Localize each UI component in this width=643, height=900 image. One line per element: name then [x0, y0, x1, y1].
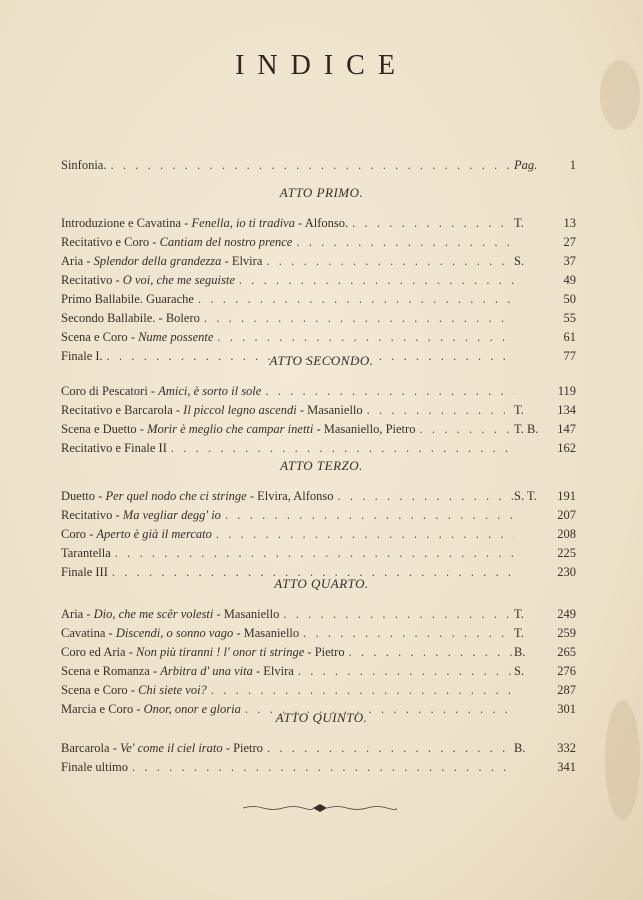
entry-performer: - Elvira, Alfonso [246, 489, 334, 503]
entry-title-italic: Nume possente [138, 330, 214, 344]
toc-entry [61, 525, 576, 543]
entry-title-italic: Cantiam del nostro prence [159, 235, 293, 249]
toc-entry [61, 420, 576, 438]
page-number: 119 [557, 384, 576, 398]
entry-title [61, 525, 212, 543]
page-number: 13 [563, 216, 576, 230]
entry-title-italic: Il piccol legno ascendi [183, 403, 297, 417]
entry-title-plain: Tarantella [61, 546, 111, 560]
page-number: 265 [557, 645, 576, 659]
page-number: 287 [557, 683, 576, 697]
entry-title [61, 681, 207, 699]
entry-title-italic: Splendor della grandezza [93, 254, 222, 268]
entry-performer: - Masaniello [296, 403, 363, 417]
entry-title-plain: Coro - [61, 527, 97, 541]
entry-title-italic: Ma vegliar degg' io [122, 508, 221, 522]
page-number: 207 [557, 508, 576, 522]
leader-dots [128, 758, 514, 776]
page-number: 162 [557, 441, 576, 455]
entry-performer: - Elvira [252, 664, 294, 678]
toc-entry [61, 290, 576, 308]
entry-title-plain: Coro ed Aria - [61, 645, 136, 659]
entry-title-plain: Recitativo - [61, 508, 123, 522]
voice-type: S. T. [514, 489, 537, 503]
leader-dots [263, 739, 514, 757]
entry-title [61, 214, 348, 232]
entry-title-italic: Onor, onor e gloria [143, 702, 241, 716]
entry-title [61, 401, 363, 419]
entry-title: Sinfonia. [61, 158, 107, 172]
entry-performer: - Pietro [222, 741, 263, 755]
entry-title-plain: Finale ultimo [61, 760, 129, 774]
voice-type: T. [514, 216, 524, 230]
entry-title [61, 420, 415, 438]
entry-title [61, 309, 200, 327]
entry-title-italic: O voi, che me seguiste [122, 273, 235, 287]
leader-dots [262, 252, 514, 270]
toc-entry [61, 662, 576, 680]
leader-dots [334, 487, 514, 505]
toc-entry-sinfonia [61, 156, 576, 174]
page-number: 332 [557, 741, 576, 755]
leader-dots [235, 271, 514, 289]
section-heading: ATTO QUARTO. [274, 576, 369, 591]
entry-title-italic: Morir è meglio che campar inetti [147, 422, 314, 436]
entry-title-italic: Non più tiranni ! l' onor ti stringe [135, 645, 305, 659]
entry-title-plain: Aria - [61, 254, 94, 268]
page-number: 225 [557, 546, 576, 560]
toc-entry [61, 624, 576, 642]
entry-title-italic: Dio, che me scêr volesti [93, 607, 214, 621]
voice-type: T. B. [514, 422, 539, 436]
toc-entry [61, 506, 576, 524]
entry-title [61, 758, 128, 776]
leader-dots [261, 382, 514, 400]
toc-entry [61, 271, 576, 289]
leader-dots [200, 309, 514, 327]
entry-title-plain: Recitativo - [61, 273, 123, 287]
leader-dots [348, 214, 514, 232]
page-number: 49 [563, 273, 576, 287]
entry-title [61, 739, 263, 757]
leader-dots [363, 401, 514, 419]
entry-title-italic: Per quel nodo che ci stringe [105, 489, 247, 503]
entry-performer: - Masaniello [213, 607, 280, 621]
toc-entry [61, 233, 576, 251]
toc-entry [61, 739, 576, 757]
toc-entry [61, 328, 576, 346]
voice-type: B. [514, 645, 526, 659]
voice-type: T. [514, 403, 524, 417]
entry-title-italic: Aperto è già il mercato [96, 527, 212, 541]
entry-title-plain: Recitativo e Coro - [61, 235, 160, 249]
section-heading: ATTO SECONDO. [269, 353, 374, 368]
leader-dots [207, 681, 514, 699]
page-number: 134 [557, 403, 576, 417]
page-number: 1 [569, 158, 576, 172]
entry-title [61, 252, 262, 270]
leader-dots [299, 624, 514, 642]
entry-title [61, 544, 111, 562]
entry-title [61, 506, 221, 524]
page-number: 341 [557, 760, 576, 774]
page-number: 259 [557, 626, 576, 640]
page-number: 208 [557, 527, 576, 541]
entry-title-plain: Finale I. [61, 349, 103, 363]
entry-title [61, 290, 194, 308]
entry-title-italic: Arbitra d' una vita [160, 664, 253, 678]
entry-title [61, 643, 345, 661]
entry-title-italic: Chi siete voi? [138, 683, 207, 697]
entry-title-plain: Introduzione e Cavatina - [61, 216, 192, 230]
leader-dots [292, 233, 514, 251]
entry-performer: - Pietro [304, 645, 345, 659]
leader-dots [294, 662, 514, 680]
entry-title [61, 605, 279, 623]
section-heading: ATTO PRIMO. [279, 185, 364, 200]
leader-dots [221, 506, 514, 524]
entry-title-plain: Recitativo e Finale II [61, 441, 167, 455]
entry-title-plain: Duetto - [61, 489, 106, 503]
ornament-divider-icon [243, 803, 397, 813]
entry-title [61, 624, 299, 642]
entry-title-plain: Secondo Ballabile. - Bolero [61, 311, 200, 325]
entry-title [61, 487, 334, 505]
page-number: 61 [563, 330, 576, 344]
page-number: 276 [557, 664, 576, 678]
toc-entry [61, 382, 576, 400]
page-number: 37 [563, 254, 576, 268]
entry-performer: - Masaniello, Pietro [313, 422, 416, 436]
entry-title-plain: Cavatina - [61, 626, 116, 640]
leader-dots [345, 643, 514, 661]
entry-title-plain: Recitativo e Barcarola - [61, 403, 184, 417]
leader-dots [167, 439, 514, 457]
entry-title-plain: Scena e Coro - [61, 330, 139, 344]
entry-title-plain: Scena e Coro - [61, 683, 139, 697]
entry-title-italic: Amici, è sorto il sole [158, 384, 262, 398]
voice-type: B. [514, 741, 526, 755]
page-number: 249 [557, 607, 576, 621]
section-heading: ATTO TERZO. [280, 458, 363, 473]
page-title: INDICE [235, 50, 408, 81]
leader-dots [111, 544, 514, 562]
toc-entry [61, 681, 576, 699]
page-number: 230 [557, 565, 576, 579]
entry-title-italic: Fenella, io ti tradiva [191, 216, 295, 230]
entry-title-plain: Finale III [61, 565, 108, 579]
entry-title-plain: Coro di Pescatori - [61, 384, 159, 398]
page-number: 147 [557, 422, 576, 436]
toc-entry [61, 439, 576, 457]
leader-dots [279, 605, 514, 623]
voice-type: T. [514, 626, 524, 640]
entry-title-plain: Barcarola - [61, 741, 120, 755]
entry-title-plain: Marcia e Coro - [61, 702, 144, 716]
leader-dots [106, 156, 514, 174]
toc-entry [61, 309, 576, 327]
toc-entry [61, 643, 576, 661]
toc-entry [61, 401, 576, 419]
page-number: 191 [557, 489, 576, 503]
toc-entry [61, 214, 576, 232]
toc-entry [61, 544, 576, 562]
page-number: 50 [563, 292, 576, 306]
toc-entry [61, 487, 576, 505]
entry-title-plain: Aria - [61, 607, 94, 621]
toc-entry [61, 758, 576, 776]
leader-dots [212, 525, 514, 543]
page-number: 301 [557, 702, 576, 716]
entry-title-plain: Primo Ballabile. Guarache [61, 292, 194, 306]
entry-title [61, 382, 261, 400]
entry-title [61, 328, 213, 346]
entry-title [61, 439, 167, 457]
entry-performer: - Masaniello [233, 626, 300, 640]
leader-dots [194, 290, 514, 308]
entry-title [61, 662, 294, 680]
entry-title [61, 233, 292, 251]
entry-title-plain: Scena e Romanza - [61, 664, 161, 678]
entry-title [61, 271, 235, 289]
leader-dots [213, 328, 514, 346]
voice-type: T. [514, 607, 524, 621]
voice-type: S. [514, 254, 525, 268]
page-number: 77 [563, 349, 576, 363]
toc-entry [61, 252, 576, 270]
entry-performer: - Alfonso. [294, 216, 349, 230]
entry-title-italic: Discendi, o sonno vago [115, 626, 234, 640]
page-label: Pag. [514, 158, 538, 172]
page-number: 55 [563, 311, 576, 325]
toc-entry [61, 605, 576, 623]
page-number: 27 [563, 235, 576, 249]
entry-performer: - Elvira [221, 254, 263, 268]
leader-dots [415, 420, 514, 438]
entry-title-italic: Ve' come il ciel irato [120, 741, 223, 755]
voice-type: S. [514, 664, 525, 678]
entry-title-plain: Scena e Duetto - [61, 422, 148, 436]
section-heading: ATTO QUINTO. [275, 710, 368, 725]
